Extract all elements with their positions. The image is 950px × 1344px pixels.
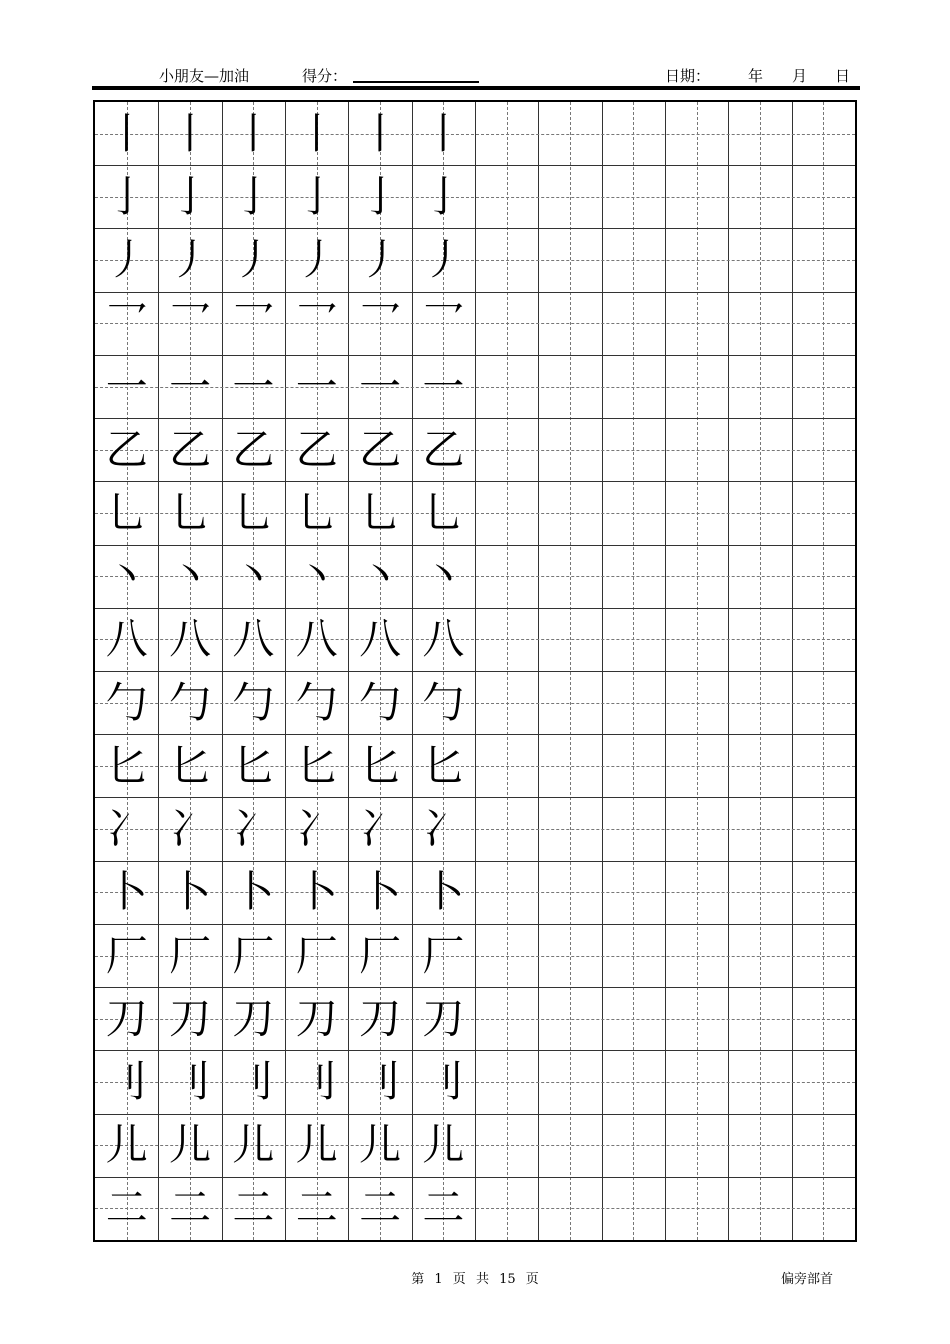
practice-character: 厂 <box>105 930 148 980</box>
practice-character: 儿 <box>422 1120 465 1170</box>
practice-character: 丨 <box>422 108 465 158</box>
practice-character: 丨 <box>232 108 275 158</box>
practice-character: 刂 <box>359 1057 402 1107</box>
page-number: 1 <box>434 1272 443 1287</box>
practice-grid <box>93 100 857 1242</box>
practice-character: 八 <box>169 614 212 664</box>
footer-title: 偏旁部首 <box>781 1272 834 1287</box>
practice-character: 二 <box>232 1183 275 1233</box>
practice-character: 卜 <box>232 867 275 917</box>
practice-character: 丿 <box>232 235 275 285</box>
practice-character: 刀 <box>169 993 212 1043</box>
practice-character: 卜 <box>422 867 465 917</box>
practice-character: 刀 <box>295 993 338 1043</box>
practice-character: 匕 <box>232 740 275 790</box>
practice-character: 二 <box>105 1183 148 1233</box>
practice-character: 丿 <box>169 235 212 285</box>
practice-character: 丶 <box>169 551 212 601</box>
practice-character: 丿 <box>359 235 402 285</box>
practice-character: 乙 <box>359 424 402 474</box>
practice-character: 勹 <box>359 677 402 727</box>
practice-character: 卜 <box>169 867 212 917</box>
practice-character: 儿 <box>295 1120 338 1170</box>
practice-character: 刀 <box>105 993 148 1043</box>
header-rule <box>92 86 860 90</box>
practice-character: 厂 <box>359 930 402 980</box>
practice-character: 刂 <box>295 1057 338 1107</box>
practice-character: 亅 <box>422 171 465 221</box>
practice-character: 刀 <box>359 993 402 1043</box>
page-ye: 页 <box>452 1272 466 1287</box>
practice-character: 匕 <box>295 740 338 790</box>
practice-character: 亅 <box>169 171 212 221</box>
practice-character: 乛 <box>232 298 275 348</box>
practice-character: 卜 <box>359 867 402 917</box>
practice-character: 一 <box>169 361 212 411</box>
month-label: 月 <box>792 67 808 85</box>
practice-character: 乙 <box>232 424 275 474</box>
practice-character: 冫 <box>169 804 212 854</box>
practice-character: 卜 <box>105 867 148 917</box>
practice-character: 八 <box>232 614 275 664</box>
day-label: 日 <box>835 67 851 85</box>
date-label: 日期： <box>665 67 711 85</box>
practice-character: 一 <box>422 361 465 411</box>
score-blank-line <box>353 81 479 83</box>
practice-character: 丶 <box>422 551 465 601</box>
practice-character: 刂 <box>105 1057 148 1107</box>
practice-character: 二 <box>169 1183 212 1233</box>
practice-character: 冫 <box>105 804 148 854</box>
practice-character: 丨 <box>105 108 148 158</box>
practice-character: 冫 <box>232 804 275 854</box>
practice-character: 二 <box>295 1183 338 1233</box>
practice-character: 儿 <box>359 1120 402 1170</box>
practice-character: 乚 <box>232 488 275 538</box>
practice-character: 乛 <box>169 298 212 348</box>
practice-character: 二 <box>422 1183 465 1233</box>
slogan: 小朋友—加油 <box>159 67 250 85</box>
practice-character: 刂 <box>169 1057 212 1107</box>
page-ye2: 页 <box>525 1272 539 1287</box>
practice-character: 乚 <box>105 488 148 538</box>
practice-character: 丶 <box>105 551 148 601</box>
practice-character: 匕 <box>359 740 402 790</box>
practice-character: 匕 <box>422 740 465 790</box>
practice-character: 亅 <box>295 171 338 221</box>
practice-character: 刀 <box>232 993 275 1043</box>
practice-character: 冫 <box>422 804 465 854</box>
worksheet-header <box>95 62 860 86</box>
practice-character: 乙 <box>422 424 465 474</box>
practice-character: 冫 <box>359 804 402 854</box>
practice-character: 一 <box>232 361 275 411</box>
practice-character: 丶 <box>232 551 275 601</box>
year-label: 年 <box>748 67 764 85</box>
practice-character: 勹 <box>232 677 275 727</box>
practice-character: 八 <box>295 614 338 664</box>
practice-character: 刂 <box>232 1057 275 1107</box>
practice-character: 丨 <box>169 108 212 158</box>
practice-character: 厂 <box>169 930 212 980</box>
practice-character: 乚 <box>359 488 402 538</box>
practice-character: 乚 <box>295 488 338 538</box>
practice-character: 八 <box>422 614 465 664</box>
practice-character: 冫 <box>295 804 338 854</box>
page-total: 15 <box>499 1272 516 1287</box>
practice-character: 丿 <box>295 235 338 285</box>
practice-character: 二 <box>359 1183 402 1233</box>
practice-character: 丨 <box>359 108 402 158</box>
practice-character: 厂 <box>295 930 338 980</box>
practice-character: 儿 <box>232 1120 275 1170</box>
practice-character: 丿 <box>105 235 148 285</box>
practice-character: 八 <box>105 614 148 664</box>
page-di: 第 <box>411 1272 425 1287</box>
practice-character: 丿 <box>422 235 465 285</box>
practice-character: 乙 <box>295 424 338 474</box>
practice-character: 勹 <box>295 677 338 727</box>
practice-character: 丶 <box>295 551 338 601</box>
practice-character: 匕 <box>169 740 212 790</box>
practice-character: 一 <box>105 361 148 411</box>
practice-character: 八 <box>359 614 402 664</box>
practice-character: 厂 <box>232 930 275 980</box>
practice-character: 丶 <box>359 551 402 601</box>
practice-character: 刀 <box>422 993 465 1043</box>
practice-character: 乙 <box>105 424 148 474</box>
practice-character: 亅 <box>232 171 275 221</box>
practice-character: 亅 <box>105 171 148 221</box>
practice-character: 厂 <box>422 930 465 980</box>
practice-character: 丨 <box>295 108 338 158</box>
practice-character: 一 <box>295 361 338 411</box>
practice-character: 乙 <box>169 424 212 474</box>
practice-character: 乚 <box>169 488 212 538</box>
practice-character: 刂 <box>422 1057 465 1107</box>
practice-character: 乛 <box>359 298 402 348</box>
practice-character: 卜 <box>295 867 338 917</box>
page-gong: 共 <box>475 1272 489 1287</box>
practice-character: 儿 <box>169 1120 212 1170</box>
practice-character: 勹 <box>105 677 148 727</box>
practice-character: 匕 <box>105 740 148 790</box>
practice-character: 勹 <box>169 677 212 727</box>
practice-character: 勹 <box>422 677 465 727</box>
practice-character: 儿 <box>105 1120 148 1170</box>
practice-character: 乛 <box>422 298 465 348</box>
practice-character: 亅 <box>359 171 402 221</box>
practice-character: 一 <box>359 361 402 411</box>
practice-character: 乚 <box>422 488 465 538</box>
score-label: 得分： <box>302 67 348 85</box>
practice-character: 乛 <box>295 298 338 348</box>
practice-character: 乛 <box>105 298 148 348</box>
